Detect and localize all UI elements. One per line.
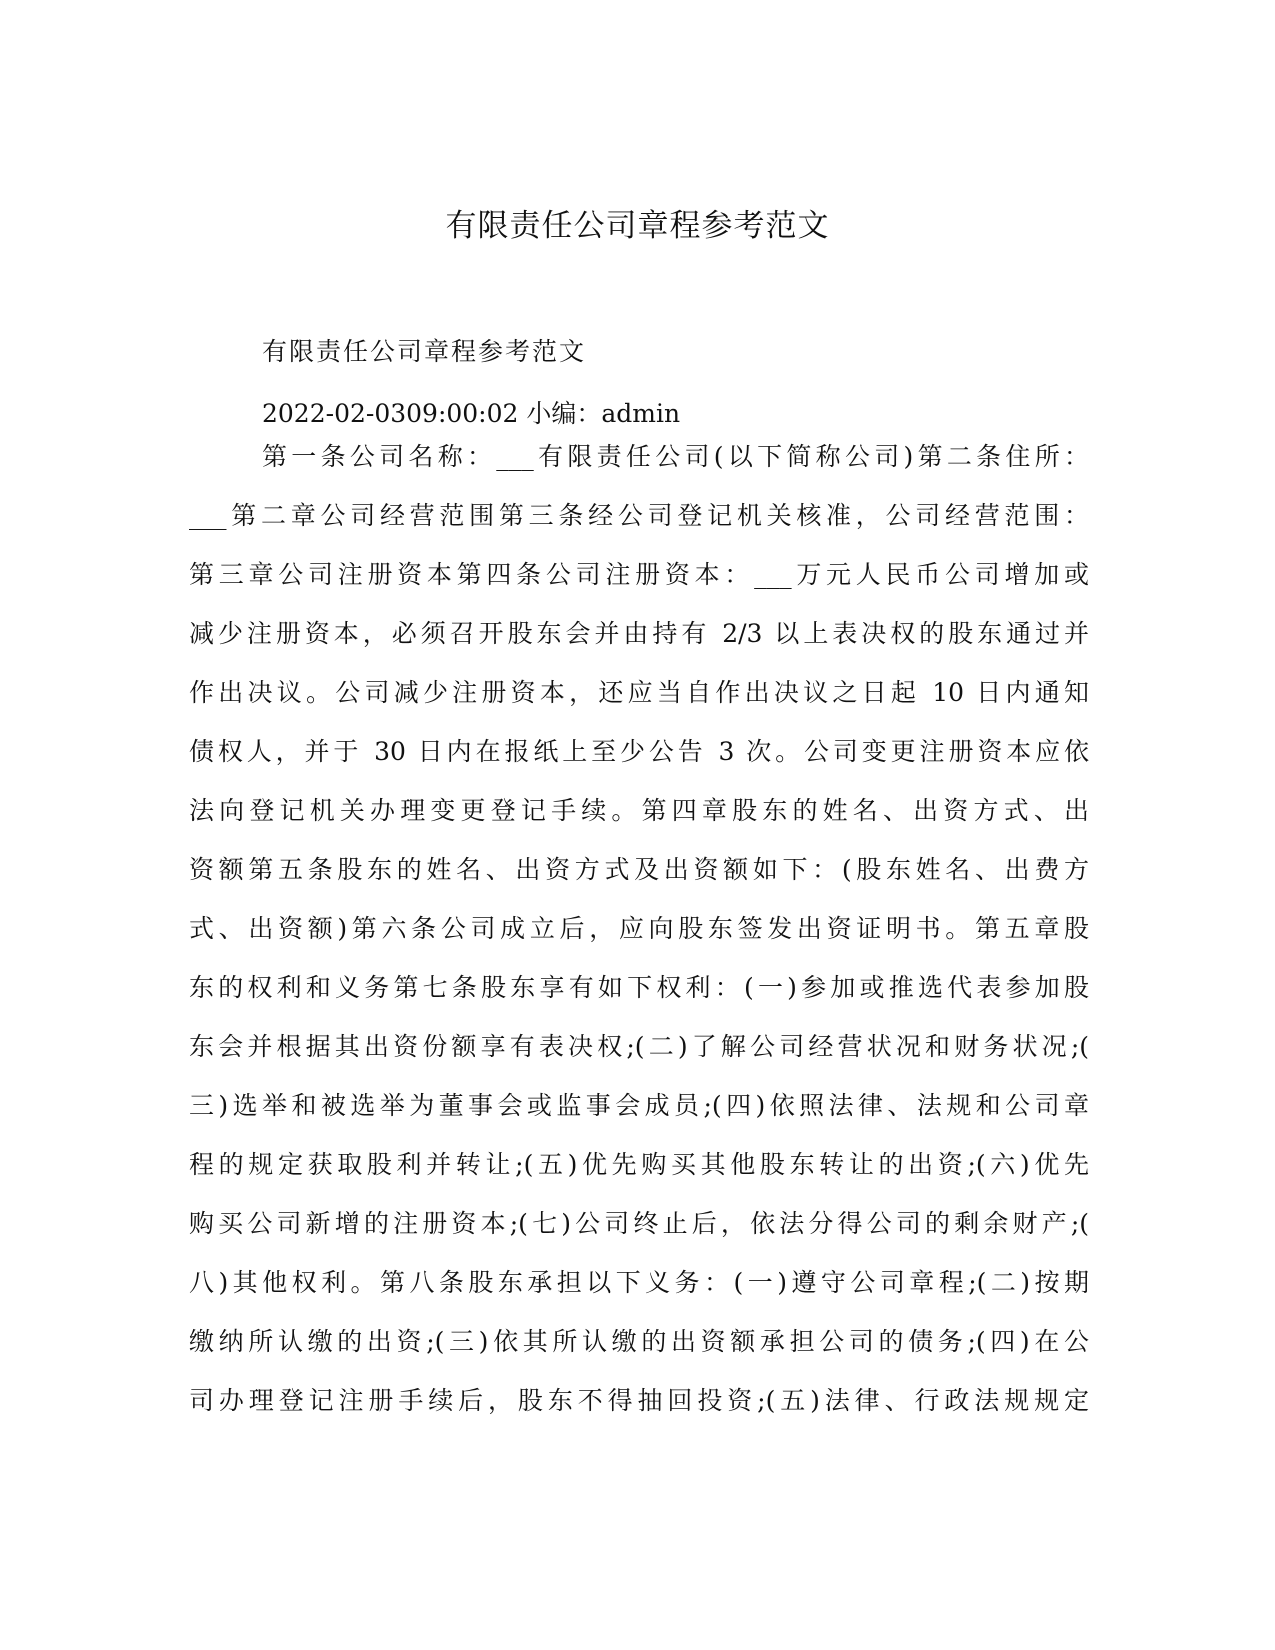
body-line: 三)选举和被选举为董事会或监事会成员;(四)依照法律、法规和公司章 [189,1091,1089,1120]
body-line: 式、出资额)第六条公司成立后，应向股东签发出资证明书。第五章股 [189,914,1089,943]
body-line: 东会并根据其出资份额享有表决权;(二)了解公司经营状况和财务状况;( [189,1032,1089,1061]
body-line: 债权人，并于 30 日内在报纸上至少公告 3 次。公司变更注册资本应依 [189,737,1089,766]
document-subtitle: 有限责任公司章程参考范文 [262,337,587,366]
body-line: 八)其他权利。第八条股东承担以下义务：(一)遵守公司章程;(二)按期 [189,1268,1089,1297]
body-line: 缴纳所认缴的出资;(三)依其所认缴的出资额承担公司的债务;(四)在公 [189,1327,1089,1356]
body-line: ___第二章公司经营范围第三条经公司登记机关核准，公司经营范围： [189,501,1089,530]
body-line: 购买公司新增的注册资本;(七)公司终止后，依法分得公司的剩余财产;( [189,1209,1089,1238]
body-line: 资额第五条股东的姓名、出资方式及出资额如下：(股东姓名、出费方 [189,855,1089,884]
body-line: 程的规定获取股利并转让;(五)优先购买其他股东转让的出资;(六)优先 [189,1150,1089,1179]
body-line: 东的权利和义务第七条股东享有如下权利：(一)参加或推选代表参加股 [189,973,1089,1002]
body-line: 第三章公司注册资本第四条公司注册资本：___万元人民币公司增加或 [189,560,1089,589]
document-meta: 2022-02-0309:00:02 小编：admin [262,399,681,428]
document-title: 有限责任公司章程参考范文 [445,208,830,244]
body-line: 司办理登记注册手续后，股东不得抽回投资;(五)法律、行政法规规定 [189,1386,1089,1415]
body-line: 法向登记机关办理变更登记手续。第四章股东的姓名、出资方式、出 [189,796,1089,825]
body-line: 第一条公司名称：___有限责任公司(以下简称公司)第二条住所： [262,442,1089,471]
body-line: 作出决议。公司减少注册资本，还应当自作出决议之日起 10 日内通知 [189,678,1089,707]
body-line: 减少注册资本，必须召开股东会并由持有 2/3 以上表决权的股东通过并 [189,619,1089,648]
